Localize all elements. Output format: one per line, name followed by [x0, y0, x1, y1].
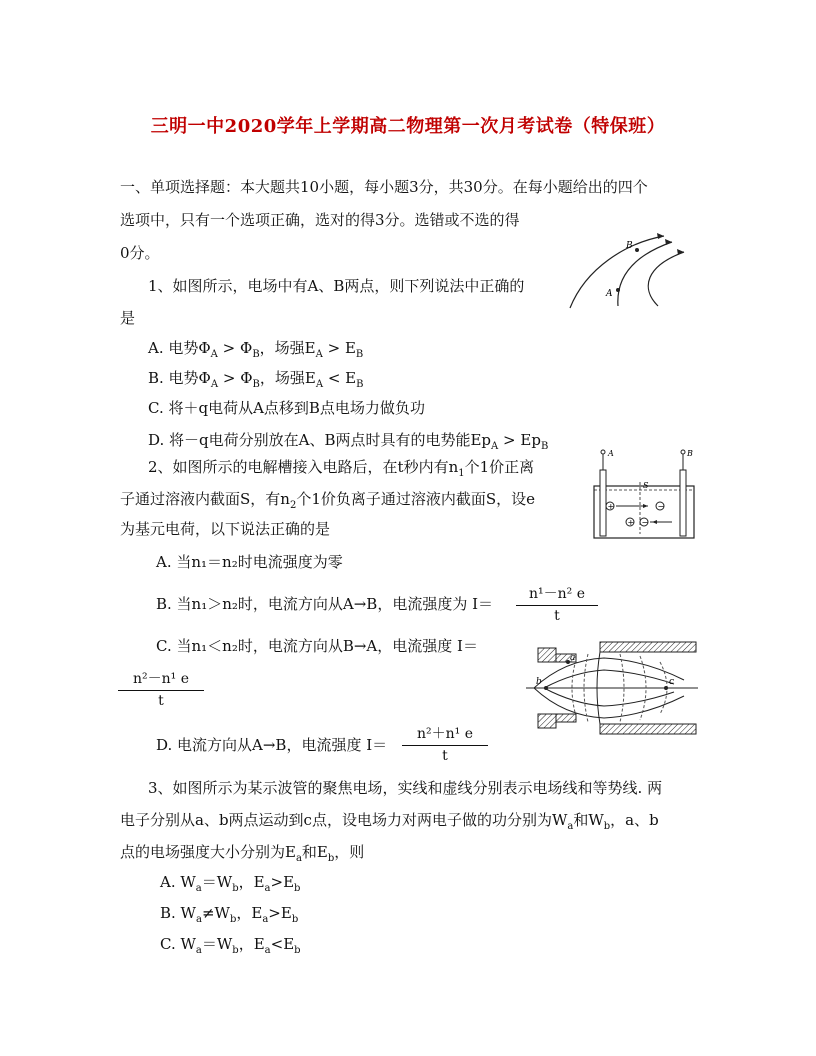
q3-option-c: C. $W_a=W_b$，$E_a<E_b$ — [160, 935, 301, 956]
svg-text:−: − — [641, 518, 649, 527]
svg-text:−: − — [657, 502, 665, 511]
section-intro-line1: 一、单项选择题：本大题共10小题，每小题3分，共30分。在每小题给出的四个 — [120, 178, 648, 196]
q2-option-b: B. 当n₁＞n₂时，电流方向从A→B，电流强度为 I＝ — [156, 595, 494, 613]
q1-option-d: D. 将－q电荷分别放在A、B两点时具有的电势能$Ep_A > Ep_B$ — [148, 431, 549, 452]
q2-fig-label-b: B — [687, 449, 693, 458]
q2-cell-figure — [588, 446, 700, 542]
q1-field-figure — [566, 228, 690, 312]
q1-stem-line2: 是 — [120, 309, 136, 327]
page-title: 三明一中2020学年上学期高二物理第一次月考试卷（特保班） — [150, 116, 666, 137]
q3-fig-label-a: a — [570, 653, 576, 663]
q1-option-a: A. 电势$\Phi_A > \Phi_B$，场强$E_A > E_B$ — [148, 339, 364, 360]
section-intro-line2: 选项中，只有一个选项正确，选对的得3分。选错或不选的得 — [120, 211, 520, 229]
q3-focus-field-figure — [524, 640, 700, 736]
q3-stem-line1: 3、如图所示为某示波管的聚焦电场，实线和虚线分别表示电场线和等势线. 两 — [148, 779, 663, 797]
q2-option-d-fraction: n²＋n¹ e t — [402, 723, 488, 764]
q1-fig-label-a: A — [606, 289, 613, 299]
q1-fig-label-b: B — [626, 241, 633, 251]
q3-stem-line2: 电子分别从a、b两点运动到c点，设电场力对两电子做的功分别为$W_a$和$W_b$，a、b — [120, 811, 659, 832]
q2-option-d: D. 电流方向从A→B，电流强度 I＝ — [156, 736, 388, 754]
q2-option-c-fraction: n²－n¹ e t — [118, 668, 204, 709]
q3-stem-line3: 点的电场强度大小分别为$E_a$和$E_b$，则 — [120, 843, 365, 864]
q3-fig-label-c: c — [669, 677, 675, 687]
q3-fig-label-b: b — [536, 677, 542, 687]
q1-option-c: C. 将＋q电荷从A点移到B点电场力做负功 — [148, 399, 425, 417]
q2-stem-line2: 子通过溶液内截面S，有$n_2$个1价负离子通过溶液内截面S，设e — [120, 490, 536, 511]
svg-text:+: + — [627, 518, 635, 527]
q2-stem-line3: 为基元电荷，以下说法正确的是 — [120, 520, 331, 538]
svg-text:+: + — [607, 502, 615, 511]
q2-option-a: A. 当n₁＝n₂时电流强度为零 — [156, 553, 343, 571]
q1-stem-line1: 1、如图所示，电场中有A、B两点，则下列说法中正确的 — [148, 277, 525, 295]
q2-option-b-fraction: n¹－n² e t — [516, 583, 598, 624]
q3-option-a: A. $W_a=W_b$，$E_a>E_b$ — [160, 873, 301, 894]
q2-option-c: C. 当n₁＜n₂时，电流方向从B→A，电流强度 I＝ — [156, 637, 478, 655]
section-intro-line3: 0分。 — [120, 244, 160, 262]
q2-fig-label-s: S — [643, 481, 649, 490]
q2-fig-label-a: A — [608, 449, 614, 458]
q3-option-b: B. $W_a\ne W_b$，$E_a>E_b$ — [160, 904, 299, 925]
q2-stem-line1: 2、如图所示的电解槽接入电路后，在t秒内有$n_1$个1价正离 — [148, 458, 535, 479]
q1-option-b: B. 电势$\Phi_A > \Phi_B$，场强$E_A < E_B$ — [148, 369, 364, 390]
